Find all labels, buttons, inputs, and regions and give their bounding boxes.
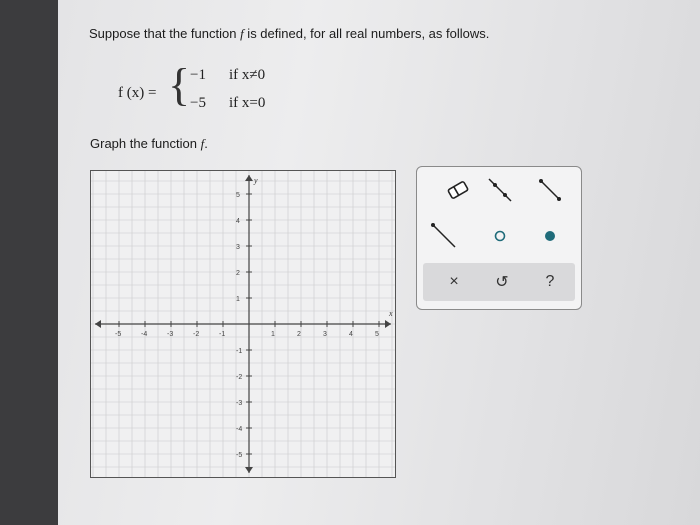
x-tick-label: 1 <box>271 331 275 338</box>
x-axis-label: x <box>389 309 393 318</box>
x-tick-label: -5 <box>115 331 122 338</box>
y-axis-label: y <box>254 176 258 185</box>
x-tick-label: 5 <box>375 331 379 338</box>
case2-condition: if x=0 <box>229 95 266 111</box>
line-icon[interactable] <box>485 175 515 205</box>
piecewise-brace: { <box>168 59 191 110</box>
y-tick-label: 5 <box>236 192 240 199</box>
function-lhs: f (x) = <box>118 85 157 101</box>
x-tick-label: 4 <box>349 331 353 338</box>
segment-icon[interactable] <box>535 175 565 205</box>
ray-icon[interactable] <box>429 221 459 251</box>
y-tick-label: 3 <box>236 244 240 251</box>
y-tick-label: -5 <box>236 452 243 459</box>
question-prompt <box>89 26 489 42</box>
prompt-text-end: is defined, for all real numbers, as follows. <box>243 26 490 41</box>
x-tick-label: -2 <box>193 331 200 338</box>
x-tick-label: -4 <box>141 331 148 338</box>
tools-footer <box>423 263 575 301</box>
y-tick-label: 1 <box>236 296 240 303</box>
prompt-text-start: Suppose that the function <box>89 26 241 41</box>
graph-canvas[interactable] <box>90 170 396 478</box>
undo-button[interactable]: ↺ <box>495 274 509 291</box>
closed-point-icon[interactable] <box>535 221 565 251</box>
eraser-icon[interactable] <box>443 175 473 205</box>
clear-button[interactable]: × <box>449 273 459 290</box>
help-button[interactable]: ? <box>545 273 555 290</box>
y-tick-label: 4 <box>236 218 240 225</box>
y-tick-label: -1 <box>236 348 243 355</box>
case1-value: −1 <box>190 67 206 83</box>
open-point-icon[interactable] <box>485 221 515 251</box>
x-tick-label: 2 <box>297 331 301 338</box>
graph-toolbox <box>416 166 582 310</box>
case1-condition: if x≠0 <box>229 67 266 83</box>
function-name: f <box>240 26 244 41</box>
x-tick-label: -3 <box>167 331 174 338</box>
graph-instruction: Graph the function f. <box>90 136 208 151</box>
coordinate-grid[interactable] <box>91 171 395 477</box>
x-tick-label: -1 <box>219 331 226 338</box>
y-tick-label: -4 <box>236 426 243 433</box>
y-tick-label: 2 <box>236 270 240 277</box>
y-tick-label: -3 <box>236 400 243 407</box>
case2-value: −5 <box>190 95 206 111</box>
y-tick-label: -2 <box>236 374 243 381</box>
x-tick-label: 3 <box>323 331 327 338</box>
